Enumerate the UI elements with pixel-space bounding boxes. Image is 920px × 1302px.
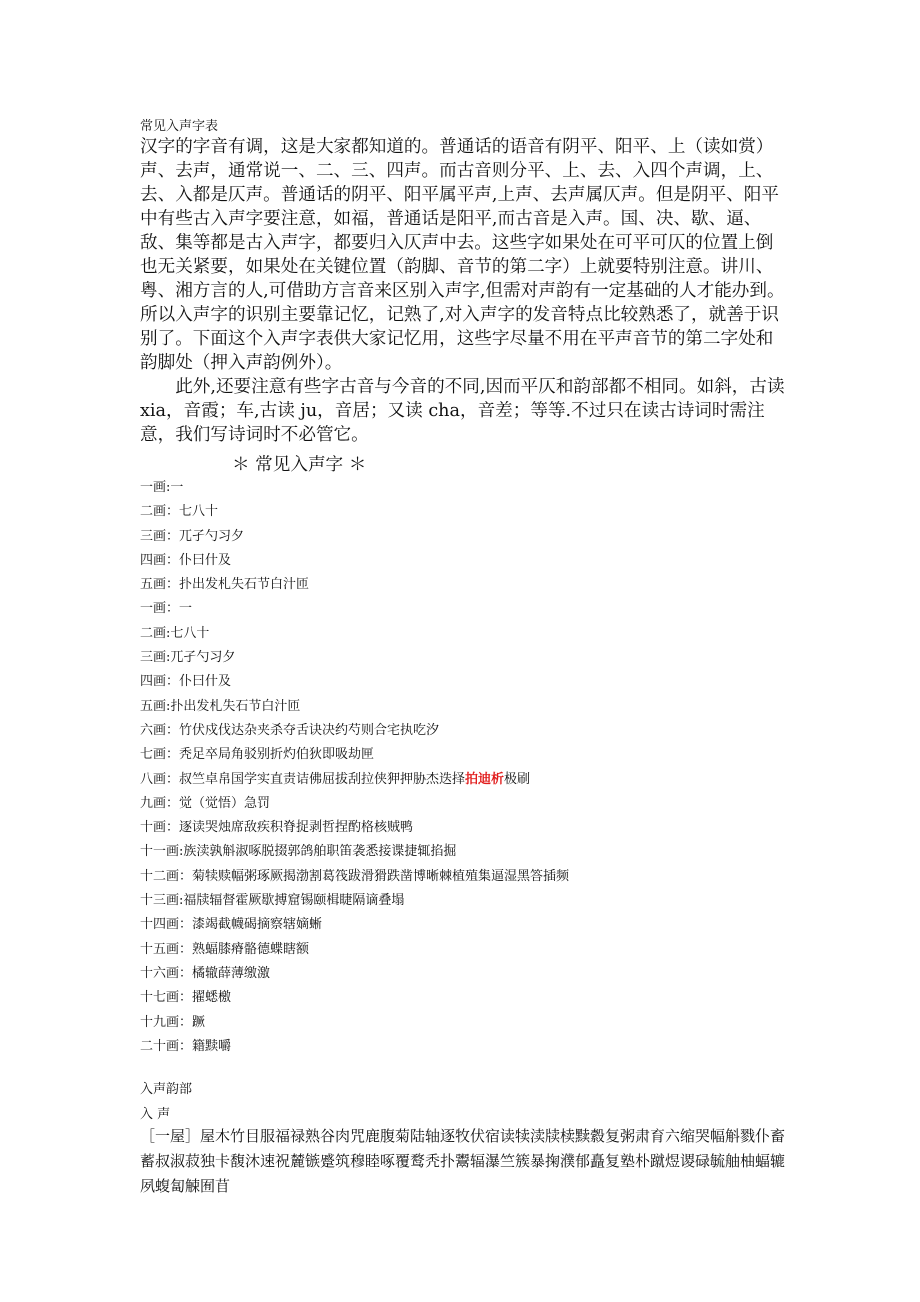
stroke-line: 三画：兀孑勺习夕	[140, 528, 245, 544]
stroke-line: 十九画：蹶	[140, 1014, 206, 1030]
stroke-line: 一画:一	[140, 480, 184, 495]
stroke-line: 十四画：漆竭截幭碣摘察辖嫡蜥	[140, 917, 323, 933]
intro-paragraph-1: 汉字的字音有调，这是大家都知道的。普通话的语音有阴平、阳平、上（读如赏）声、去声，通常说一、二、三、四声。而古音则分平、上、去、入四个声调，上、去、入都是仄声。普通话的阴平、阳平属平声,上声、去声属仄声。但是阴平、阳平中有些古入声字要注意，如福，普通话是阳平,而古音是入声。国、决、歇、逼、敌、集等都是古入声字，都要归入仄声中去。这些字如果处在可平可仄的位置上倒也无关紧要，如果处在关键位置（韵脚、音节的第二字）上就要特别注意。讲川、粤、湘方言的人,可借助方言音来区别入声字,但需对声韵有一定基础的人才能办到。所以入声字的识别主要靠记忆，记熟了,对入声字的发音特点比较熟悉了，就善于识别了。下面这个入声字表供大家记忆用，这些字尽量不用在平声音节的第二字处和韵脚处（押入声韵例外）。	[140, 137, 785, 373]
stroke-line: 十一画:族渎孰斛淑啄脱掇郭鸽舶职笛袭悉接谍捷辄掐掘	[140, 844, 457, 860]
stroke-line: 三画:兀孑勺习夕	[140, 650, 236, 666]
stroke-line: 十六画：橘辙薛薄缴激	[140, 965, 271, 981]
stroke-line: 十七画：擢蟋檄	[140, 990, 232, 1006]
stroke-line: 四画：仆曰什及	[140, 674, 232, 690]
stroke-line-8-text: 八画：叔竺卓帛国学实直责诘佛屈拔刮拉侠狎押胁杰迭择	[140, 771, 466, 787]
stroke-line-8-tail: 极刷	[504, 771, 531, 787]
stroke-line: 六画：竹伏戍伐达杂夹杀夺舌诀决约芍则合宅执吃汐	[140, 722, 440, 738]
stroke-line: 二画:七八十	[140, 625, 210, 641]
stroke-line: 四画：仆曰什及	[140, 552, 232, 568]
stroke-line: 十三画:福牍辐督霍厥歇搏窟锡颐楫睫隔谪叠塌	[140, 893, 405, 909]
document-title: 常见入声字表	[140, 119, 219, 134]
highlighted-chars: 拍迪析	[465, 771, 505, 787]
intro-text	[140, 135, 788, 447]
stroke-line: 七画：秃足卒局角驳别折灼伯狄即吸劫匣	[140, 747, 375, 763]
stroke-line: 二画：七八十	[140, 504, 219, 520]
stroke-line: 五画:扑出发札失石节白汁匝	[140, 698, 301, 714]
stroke-line: 十五画：熟蝠膝瘠骼德蝶瞎额	[140, 941, 310, 957]
stroke-list	[140, 476, 790, 1059]
stroke-line: 一画：一	[140, 601, 193, 617]
rhyme-subtitle: 入 声	[140, 1107, 171, 1122]
section-heading: ＊ 常见入声字 ＊	[232, 455, 367, 475]
stroke-line: 二十画：籍黩嚼	[140, 1038, 232, 1054]
intro-paragraph-2: 此外,还要注意有些字古音与今音的不同,因而平仄和韵部都不相同。如斜，古读 xia，音霞；车,古读 ju，音居；又读 cha，音差；等等.不过只在读古诗词时需注意，我们写诗词时不必管它。	[140, 377, 785, 445]
rhyme-section-title: 入声韵部	[140, 1082, 193, 1097]
stroke-line: 九画：觉（觉悟）急罚	[140, 795, 271, 811]
stroke-line: 十画：逐读哭烛席敌疾积脊捉剥哲捏酌格核贼鸭	[140, 820, 414, 836]
stroke-line: 十二画：菊犊赎幅粥琢厥揭渤割葛筏跋滑猾跌凿博晰棘植殖集逼湿黑答插频	[140, 868, 570, 884]
stroke-line: 五画：扑出发札失石节白汁匝	[140, 577, 310, 593]
stroke-line-8	[140, 768, 790, 792]
rhyme-text: ［一屋］屋木竹目服福禄熟谷肉咒鹿腹菊陆轴逐牧伏宿读犊渎牍椟黩縠复粥肃育六缩哭幅斛戮仆畜蓄叔淑菽独卡馥沐速祝麓镞蹙筑穆睦啄覆鹜秃扑鬻辐瀑竺簇暴掬濮郁矗复塾朴蹴煜谡碌毓舳柚蝠辘夙蝮匐觫囿苜	[140, 1127, 786, 1195]
